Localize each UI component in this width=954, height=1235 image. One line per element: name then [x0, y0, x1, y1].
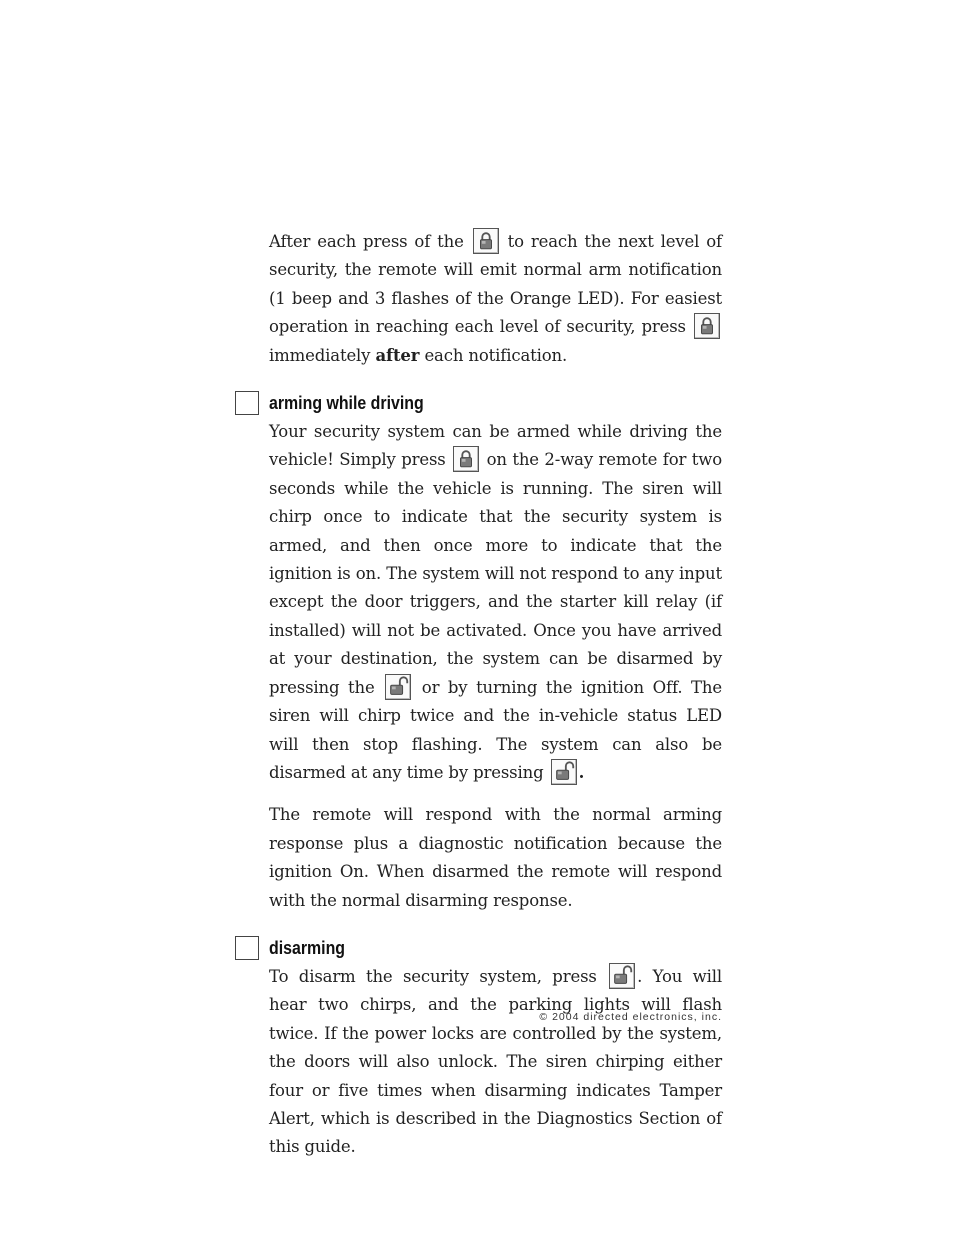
disarming-paragraph	[269, 963, 722, 1162]
section-heading: disarming	[269, 936, 346, 958]
intro-text-2: to reach the next level of security, the remote will emit normal arm notification (1 beep and 3 flashes of the Orange LED). For easiest operation in reaching each level of security, press	[269, 232, 722, 337]
intro-paragraph	[269, 228, 722, 370]
section-disarming	[269, 935, 722, 1162]
unlock-icon	[609, 963, 635, 989]
arming-while-driving-paragraph-2: The remote will respond with the normal arming response plus a diagnostic notification because the ignition On. When disarmed the remote will respond with the normal disarming response.	[269, 805, 722, 910]
awd-period: .	[578, 762, 585, 782]
unlock-icon	[551, 759, 577, 785]
awd-text-2: on the 2-way remote for two seconds while the vehicle is running. The siren will chirp once to indicate that the security system is armed, and then once more to indicate that the ignition is on. The system will not respond to any input except the door triggers, and the starter kill relay (if installed) will not be activated. Once you have arrived at your destination, the system can be disarmed by pressing the	[269, 450, 722, 697]
disarm-text-1: To disarm the security system, press	[269, 966, 597, 986]
awd-text-1: Your security system can be armed while driving the vehicle! Simply press	[269, 422, 722, 470]
intro-emphasis-after: after	[375, 345, 420, 365]
lock-icon	[694, 313, 720, 339]
intro-text-3: immediately	[269, 345, 371, 365]
lock-icon	[473, 228, 499, 254]
section-arming-while-driving	[269, 390, 722, 915]
section-heading: arming while driving	[269, 392, 424, 414]
arming-while-driving-paragraph-1	[269, 418, 722, 787]
copyright-footer: © 2004 directed electronics, inc.	[539, 1011, 722, 1023]
section-checkbox	[235, 936, 259, 960]
awd-text-3: or by turning the ignition Off. The siren will chirp twice and the in-vehicle status LED will then stop flashing. The system can also be disarmed at any time by pressing	[269, 677, 722, 782]
intro-text-1: After each press of the	[269, 232, 464, 251]
section-checkbox	[235, 391, 259, 415]
unlock-icon	[385, 674, 411, 700]
lock-icon	[453, 446, 479, 472]
intro-text-5: each notification.	[424, 345, 568, 365]
disarm-text-2: . You will hear two chirps, and the parking lights will flash twice. If the power locks are controlled by the system, the doors will also unlock. The siren chirping either four or five times when disarming indicates Tamper Alert, which is described in the Diagnostics Section of this guide.	[269, 966, 722, 1157]
